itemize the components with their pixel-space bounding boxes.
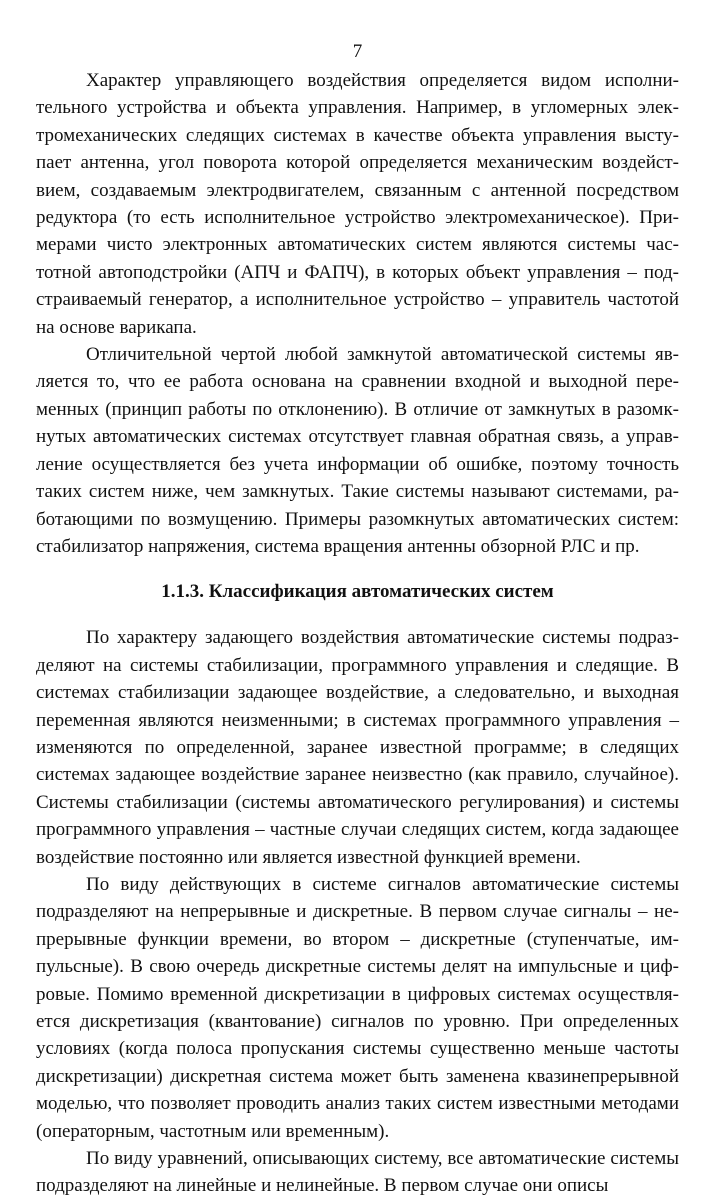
page-number: 7 xyxy=(352,41,363,62)
paragraph-control-action: Характер управляющего воздействия определяется видом исполнительного устройства и объекта управления. Например, в угломерных электромеханических следящих системах в качестве объекта управления выступает антенна, угол поворота которой определяется механическим воздействием, создаваемым электродвигателем, связанным с антенной посредством редуктора (то есть исполнительное устройство электромеханическое). Примерами чисто электронных автоматических систем являются системы частотной автоподстройки (АПЧ и ФАПЧ), в которых объект управления – подстраиваемый генератор, а исполнительное устройство – управитель частотой на основе варикапа. xyxy=(36,70,679,338)
document-page xyxy=(36,40,679,1200)
paragraph-classification-by-signals: По виду действующих в системе сигналов автоматические системы подразделяют на непрерывные и дискретные. В первом случае сигналы – непрерывные функции времени, во втором – дискретные (ступенчатые, импульсные). В свою очередь дискретные системы делят на импульсные и цифровые. Помимо временной дискретизации в цифровых системах осуществляется дискретизация (квантование) сигналов по уровню. При определенных условиях (когда полоса пропускания системы существенно меньше частоты дискретизации) дискретная система может быть заменена квазинепрерывной моделью, что позволяет проводить анализ таких систем известными методами (операторным, частотным или временным). xyxy=(36,873,679,1142)
paragraph-closed-loop: Отличительной чертой любой замкнутой автоматической системы является то, что ее работа основана на сравнении входной и выходной переменных (принцип работы по отклонению). В отличие от замкнутых в разомкнутых автоматических системах отсутствует главная обратная связь, а управление осуществляется без учета информации об ошибке, поэтому точность таких систем ниже, чем замкнутых. Такие системы называют системами, работающими по возмущению. Примеры разомкнутых автоматических систем: стабилизатор напряжения, система вращения антенны обзорной РЛС и пр. xyxy=(36,344,679,557)
section-heading: 1.1.3. Классификация автоматических систем xyxy=(161,581,554,603)
paragraph-classification-by-input: По характеру задающего воздействия автоматические системы подразделяют на системы стабилизации, программного управления и следящие. В системах стабилизации задающее воздействие, а следовательно, и выходная переменная являются неизменными; в системах программного управления – изменяются по определенной, заранее известной программе; в следящих системах задающее воздействие заранее неизвестно (как правило, случайное). Системы стабилизации (системы автоматического регулирования) и системы программного управления – частные случаи следящих систем, когда задающее воздействие постоянно или является известной функцией времени. xyxy=(36,627,679,868)
paragraph-classification-by-equations: По виду уравнений, описывающих систему, все автоматические системы подразделяют на линейные и нелинейные. В первом случае они описы xyxy=(36,1148,679,1197)
